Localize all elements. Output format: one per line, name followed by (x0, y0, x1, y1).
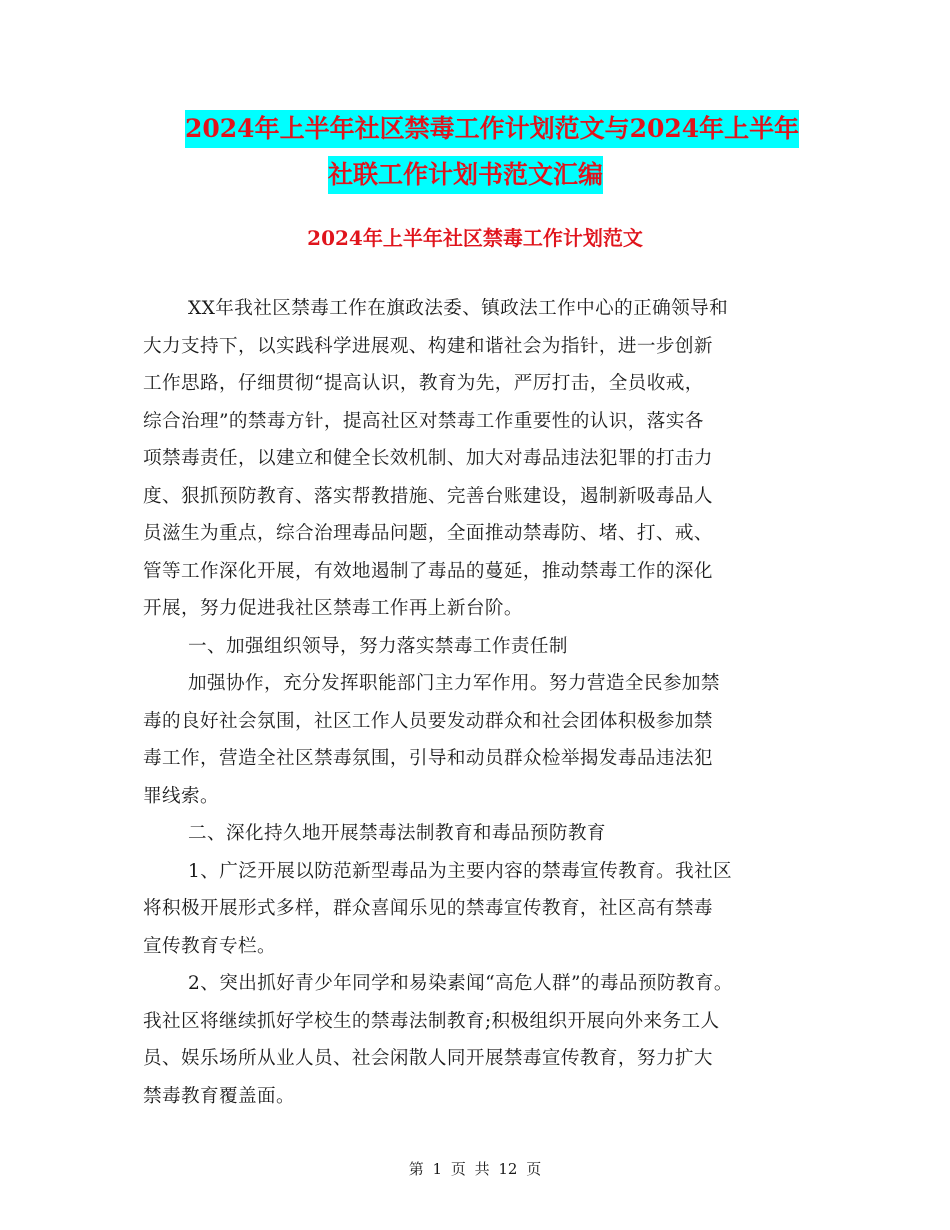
paragraph-line: 度、狠抓预防教育、落实帮教措施、完善台账建设，遏制新吸毒品人 (143, 486, 713, 507)
paragraph-line: 宣传教育专栏。 (143, 936, 276, 957)
section-heading-2: 二、深化持久地开展禁毒法制教育和毒品预防教育 (188, 823, 606, 844)
section-heading: 2024年上半年社区禁毒工作计划范文 (307, 226, 643, 250)
paragraph-line: XX年我社区禁毒工作在旗政法委、镇政法工作中心的正确领导和 (188, 298, 729, 319)
title-line-2: 社联工作计划书范文汇编 (328, 156, 603, 194)
paragraph-line: 罪线索。 (143, 786, 219, 807)
paragraph-line: 大力支持下，以实践科学进展观、构建和谐社会为指针，进一步创新 (143, 336, 713, 357)
paragraph-line: 毒工作，营造全社区禁毒氛围，引导和动员群众检举揭发毒品违法犯 (143, 748, 713, 769)
paragraph-line: 我社区将继续抓好学校生的禁毒法制教育;积极组织开展向外来务工人 (143, 1011, 720, 1032)
paragraph-line: 2、突出抓好青少年同学和易染素闻“高危人群”的毒品预防教育。 (188, 973, 733, 994)
paragraph-line: 将积极开展形式多样，群众喜闻乐见的禁毒宣传教育，社区高有禁毒 (143, 898, 713, 919)
paragraph-line: 1、广泛开展以防范新型毒品为主要内容的禁毒宣传教育。我社区 (188, 861, 733, 882)
title-line-1: 2024年上半年社区禁毒工作计划范文与2024年上半年 (185, 110, 799, 148)
paragraph-line: 综合治理”的禁毒方针，提高社区对禁毒工作重要性的认识，落实各 (143, 411, 704, 432)
paragraph-line: 员滋生为重点，综合治理毒品问题，全面推动禁毒防、堵、打、戒、 (143, 523, 713, 544)
paragraph-line: 禁毒教育覆盖面。 (143, 1086, 295, 1107)
section-heading-1: 一、加强组织领导，努力落实禁毒工作责任制 (188, 636, 568, 657)
paragraph-line: 员、娱乐场所从业人员、社会闲散人同开展禁毒宣传教育，努力扩大 (143, 1048, 713, 1069)
paragraph-line: 工作思路，仔细贯彻“提高认识，教育为先，严厉打击，全员收戒， (143, 373, 704, 394)
paragraph-line: 开展，努力促进我社区禁毒工作再上新台阶。 (143, 598, 523, 619)
paragraph-line: 加强协作，充分发挥职能部门主力军作用。努力营造全民参加禁 (188, 673, 720, 694)
paragraph-line: 毒的良好社会氛围，社区工作人员要发动群众和社会团体积极参加禁 (143, 711, 713, 732)
paragraph-line: 管等工作深化开展，有效地遏制了毒品的蔓延，推动禁毒工作的深化 (143, 561, 713, 582)
page-footer: 第 1 页 共 12 页 (408, 1160, 542, 1178)
paragraph-line: 项禁毒责任，以建立和健全长效机制、加大对毒品违法犯罪的打击力 (143, 448, 713, 469)
